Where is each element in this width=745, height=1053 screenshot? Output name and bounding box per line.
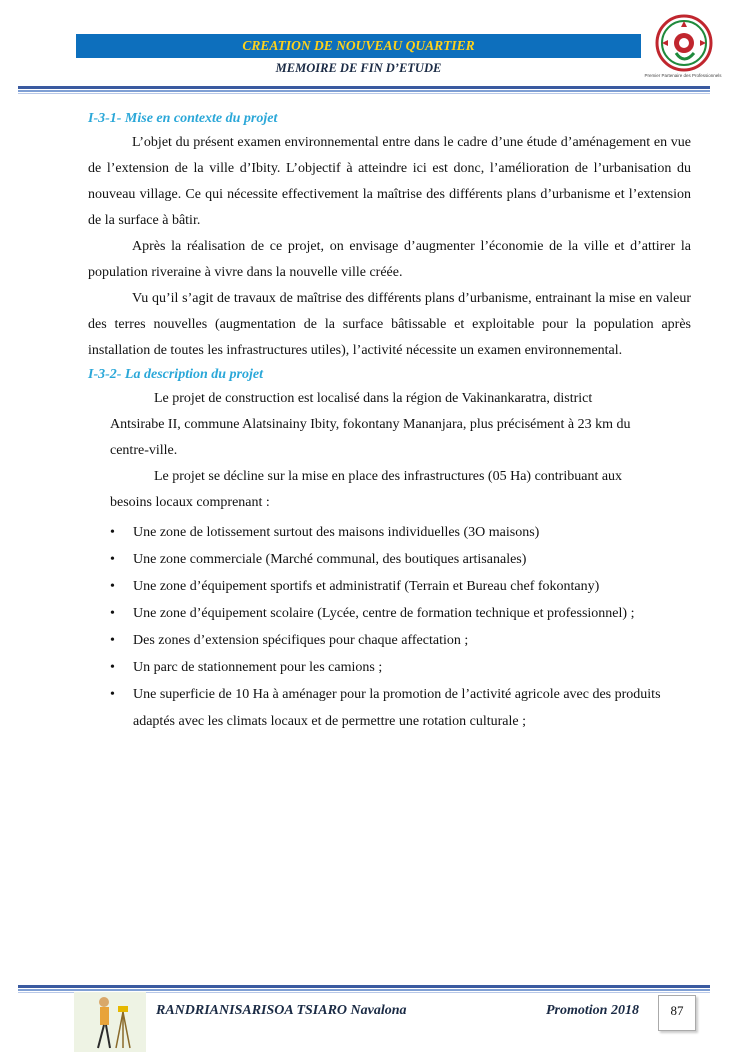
logo-caption: Premier Partenaire des Professionnels — [644, 73, 722, 78]
page-number: 87 — [658, 995, 696, 1031]
list-item: • Une superficie de 10 Ha à aménager pour la promotion de l’activité agricole avec des produits adaptés avec les climats locaux et de permettre une rotation culturale ; — [88, 681, 691, 735]
section-heading-context: I-3-1- Mise en contexte du projet — [88, 111, 278, 126]
document-subtitle: MEMOIRE DE FIN D’ETUDE — [275, 61, 442, 75]
list-item: • Une zone de lotissement surtout des maisons individuelles (3O maisons) — [88, 519, 691, 546]
list-item: • Une zone commerciale (Marché communal, des boutiques artisanales) — [88, 546, 691, 573]
infrastructure-list — [88, 519, 691, 735]
section-heading-description: I-3-2- La description du projet — [88, 367, 263, 382]
list-item: • Une zone d’équipement sportifs et administratif (Terrain et Bureau chef fokontany) — [88, 573, 691, 600]
promotion-year: Promotion 2018 — [546, 1003, 639, 1018]
paragraph: L’objet du présent examen environnemental entre dans le cadre d’une étude d’aménagement en vue de l’extension de la ville d’Ibity. L’objectif à atteindre ici est donc, l’amélioration de l’urbanisation du nouveau village. Ce qui nécessite effectivement la maîtrise des différents plans d’urbanisme et l’extension de la surface à bâtir. — [88, 135, 691, 228]
list-item: • Une zone d’équipement scolaire (Lycée, centre de formation technique et professionnel) ; — [88, 600, 691, 627]
list-item: • Un parc de stationnement pour les camions ; — [88, 654, 691, 681]
header-rule — [18, 86, 710, 94]
list-item: • Des zones d’extension spécifiques pour chaque affectation ; — [88, 627, 691, 654]
document-title: CREATION DE NOUVEAU QUARTIER — [242, 38, 475, 53]
page-content — [88, 108, 691, 735]
paragraph: Vu qu’il s’agit de travaux de maîtrise des différents plans d’urbanisme, entrainant la mise en valeur des terres nouvelles (augmentation de la surface bâtissable et exploitable pour la population après installation de toutes les infrastructures utiles), l’activité nécessite un examen environnemental. — [88, 291, 691, 358]
paragraph: Le projet se décline sur la mise en place des infrastructures (05 Ha) contribuant aux besoins locaux comprenant : — [110, 469, 623, 510]
paragraph: Après la réalisation de ce projet, on envisage d’augmenter l’économie de la ville et d’attirer la population riveraine à vivre dans la nouvelle ville créée. — [88, 239, 691, 280]
paragraph: Le projet de construction est localisé dans la région de Vakinankaratra, district Antsirabe II, commune Alatsinainy Ibity, fokontany Mananjara, plus précisément à 23 km du centre-ville. — [110, 391, 631, 458]
author-name: RANDRIANISARISOA TSIARO Navalona — [156, 1003, 407, 1018]
surveyor-illustration — [74, 992, 146, 1052]
